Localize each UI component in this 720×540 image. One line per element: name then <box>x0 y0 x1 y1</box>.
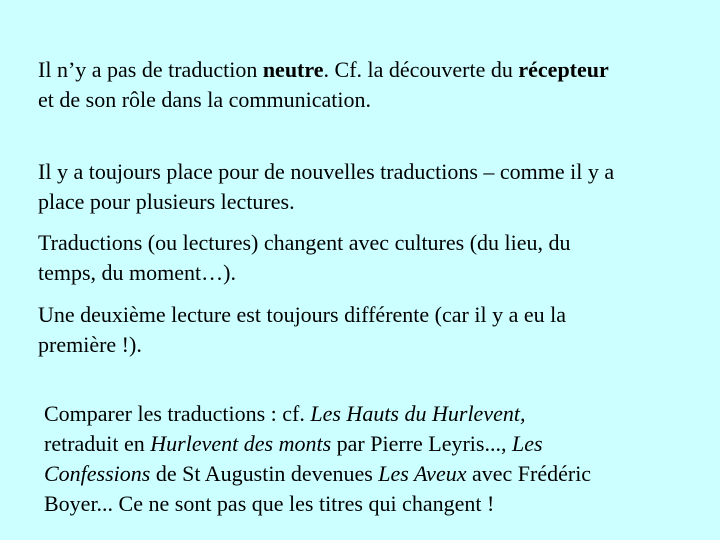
p5-italic-les-aveux: Les Aveux <box>378 461 467 486</box>
p5-text-e: par Pierre Leyris..., <box>331 431 512 456</box>
paragraph-compare-translations <box>44 399 591 519</box>
p2-line-1: Il y a toujours place pour de nouvelles traductions – comme il y a <box>38 159 615 184</box>
p4-line-2: première !). <box>38 332 142 357</box>
p1-bold-neutre: neutre <box>262 57 324 82</box>
p5-text-k: Boyer... Ce ne sont pas que les titres qui changent ! <box>44 491 495 516</box>
paragraph-cultures <box>38 228 571 288</box>
p4-line-1: Une deuxième lecture est toujours différente (car il y a eu la <box>38 302 566 327</box>
p3-line-2: temps, du moment…). <box>38 260 236 285</box>
p5-italic-hauts-du-hurlevent: Les Hauts du Hurlevent, <box>310 401 526 426</box>
p5-italic-confessions: Confessions <box>44 461 151 486</box>
p2-line-2: place pour plusieurs lectures. <box>38 189 295 214</box>
p5-text-j: avec Frédéric <box>466 461 592 486</box>
p1-text-a: Il n’y a pas de traduction <box>38 57 263 82</box>
p5-text-h: de St Augustin devenues <box>150 461 379 486</box>
p5-italic-les: Les <box>511 431 543 456</box>
paragraph-new-translations <box>38 157 614 217</box>
paragraph-second-reading <box>38 300 566 360</box>
p5-text-c: retraduit en <box>44 431 151 456</box>
p3-line-1: Traductions (ou lectures) changent avec cultures (du lieu, du <box>38 230 571 255</box>
paragraph-neutral-translation <box>38 55 609 115</box>
p5-text-a: Comparer les traductions : cf. <box>44 401 311 426</box>
p1-text-c: . Cf. la découverte du <box>323 57 519 82</box>
p1-text-e: et de son rôle dans la communication. <box>38 87 371 112</box>
p1-bold-recepteur: récepteur <box>518 57 609 82</box>
p5-italic-hurlevent-des-monts: Hurlevent des monts <box>150 431 332 456</box>
